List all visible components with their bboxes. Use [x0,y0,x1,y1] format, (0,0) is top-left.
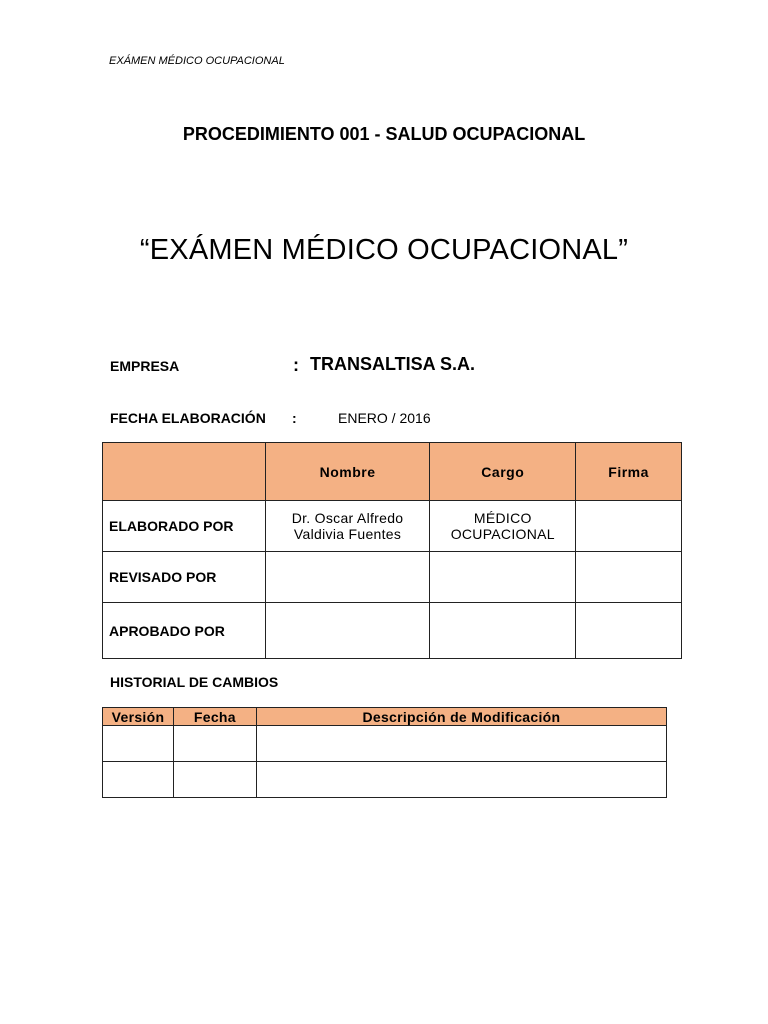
history-table [102,707,667,798]
cargo-line: MÉDICO [473,510,532,526]
history-descripcion-cell [256,726,666,762]
empresa-value: TRANSALTISA S.A. [310,354,475,374]
nombre-line: Valdivia Fuentes [293,526,402,542]
procedure-title: PROCEDIMIENTO 001 - SALUD OCUPACIONAL [182,124,586,144]
history-header-fecha: Fecha [173,708,256,726]
nombre-cell [265,501,430,552]
nombre-cell [265,552,430,603]
main-title: “EXÁMEN MÉDICO OCUPACIONAL” [139,234,629,266]
approval-header-nombre: Nombre [265,443,430,501]
nombre-line: Dr. Oscar Alfredo [291,510,404,526]
table-row [103,726,667,762]
history-descripcion-cell [256,762,666,798]
row-label-revisado: REVISADO POR [103,552,266,603]
approval-header-cargo: Cargo [430,443,576,501]
cargo-line: OCUPACIONAL [450,526,555,542]
fecha-separator: : [292,410,297,426]
history-fecha-cell [173,726,256,762]
approval-header-row [103,443,682,501]
history-version-cell [103,726,174,762]
history-title: HISTORIAL DE CAMBIOS [110,674,279,690]
table-row [103,603,682,659]
approval-header-blank [103,443,266,501]
firma-cell [576,552,682,603]
row-label-aprobado: APROBADO POR [103,603,266,659]
nombre-cell [265,603,430,659]
table-row [103,552,682,603]
history-version-cell [103,762,174,798]
history-fecha-cell [173,762,256,798]
empresa-separator: : [293,355,299,375]
cargo-cell [430,603,576,659]
fecha-label: FECHA ELABORACIÓN [110,410,266,426]
table-row [103,762,667,798]
cargo-cell [430,552,576,603]
history-header-version: Versión [103,708,174,726]
firma-cell [576,603,682,659]
fecha-value: ENERO / 2016 [338,410,431,426]
approval-header-firma: Firma [576,443,682,501]
approval-table [102,442,682,659]
history-header-descripcion: Descripción de Modificación [256,708,666,726]
history-header-row [103,708,667,726]
table-row [103,501,682,552]
cargo-cell [430,501,576,552]
row-label-elaborado: ELABORADO POR [103,501,266,552]
empresa-label: EMPRESA [110,358,180,374]
header-note: EXÁMEN MÉDICO OCUPACIONAL [109,55,285,67]
firma-cell [576,501,682,552]
